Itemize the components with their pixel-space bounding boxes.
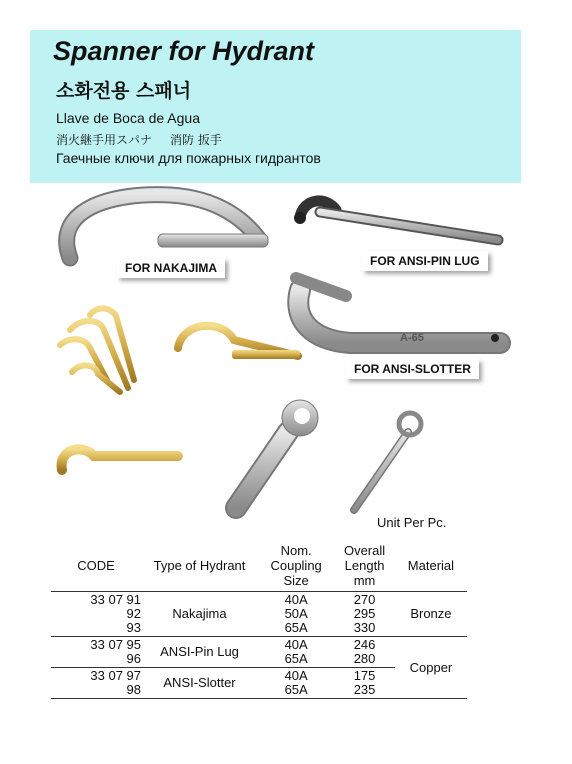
header-type: Type of Hydrant: [141, 540, 258, 592]
size-value: 40A: [284, 637, 308, 652]
header-size: [258, 540, 334, 592]
size-value: 50A: [284, 606, 308, 621]
code-cell: [51, 592, 141, 637]
size-cell: [258, 592, 334, 637]
size-value: 65A: [284, 620, 308, 635]
japanese-title-extra: 消防 扳手: [170, 133, 222, 147]
code-value: 33 07 91: [90, 592, 141, 607]
steel-hydrant-wrench-photo: [354, 413, 421, 510]
length-value: 280: [353, 651, 376, 666]
size-value: 65A: [284, 682, 308, 697]
material-cell: Copper: [395, 637, 467, 699]
code-cell: [51, 637, 141, 668]
length-cell: [334, 637, 395, 668]
header-size-line3: Size: [283, 573, 309, 588]
code-value: 33 07 95: [90, 637, 141, 652]
header-length-line1: Overall: [343, 543, 386, 558]
table-row: [51, 637, 467, 668]
type-cell: Nakajima: [141, 592, 258, 637]
header-length: [334, 540, 395, 592]
length-cell: [334, 592, 395, 637]
table-header-row: [51, 540, 467, 592]
stamp-text: A-65: [400, 332, 424, 344]
material-cell: Bronze: [395, 592, 467, 637]
type-cell: ANSI-Slotter: [141, 668, 258, 699]
length-value: 175: [353, 668, 376, 683]
size-value: 65A: [284, 651, 308, 666]
table-row: [51, 592, 467, 637]
length-value: 246: [353, 637, 376, 652]
length-value: 235: [353, 682, 376, 697]
length-cell: [334, 668, 395, 699]
code-value: 33 07 97: [90, 668, 141, 683]
length-value: 270: [353, 592, 376, 607]
code-cell: [51, 668, 141, 699]
spanish-title: Llave de Boca de Agua: [56, 110, 201, 126]
spec-table: [51, 540, 467, 699]
nakajima-spanner-photo: [67, 195, 268, 258]
brass-short-spanner-photo: [62, 449, 178, 470]
header-material: Material: [395, 540, 467, 592]
russian-title: Гаечные ключи для пожарных гидрантов: [56, 150, 321, 166]
size-value: 40A: [284, 592, 308, 607]
header-length-line3: mm: [353, 573, 376, 588]
japanese-title-main: 消火継手用スパナ: [56, 133, 153, 147]
length-value: 295: [353, 606, 376, 621]
unit-note: Unit Per Pc.: [377, 515, 447, 530]
label-ansi-pin-lug: FOR ANSI-PIN LUG: [362, 251, 488, 271]
length-value: 330: [353, 620, 376, 635]
code-value: 92: [126, 606, 141, 621]
size-value: 40A: [284, 668, 308, 683]
size-cell: [258, 637, 334, 668]
header-size-line2: Coupling: [270, 558, 322, 573]
ansi-slotter-spanner-photo: [296, 278, 500, 344]
header-length-line2: Length: [344, 558, 385, 573]
brass-spanner-set-photo: [60, 308, 134, 392]
code-value: 98: [126, 682, 141, 697]
brass-nakajima-spanner-photo: [178, 326, 300, 359]
steel-slotter-wrench-photo: [236, 400, 318, 508]
page-title: Spanner for Hydrant: [53, 36, 315, 66]
header-size-line1: Nom.: [280, 543, 312, 558]
code-value: 93: [126, 620, 141, 635]
label-ansi-slotter: FOR ANSI-SLOTTER: [346, 359, 479, 379]
type-cell: ANSI-Pin Lug: [141, 637, 258, 668]
korean-title: 소화전용 스패너: [56, 80, 192, 102]
header-code: CODE: [51, 540, 141, 592]
label-nakajima: FOR NAKAJIMA: [117, 258, 225, 278]
code-value: 96: [126, 651, 141, 666]
ansi-pin-spanner-photo: [294, 201, 498, 240]
size-cell: [258, 668, 334, 699]
